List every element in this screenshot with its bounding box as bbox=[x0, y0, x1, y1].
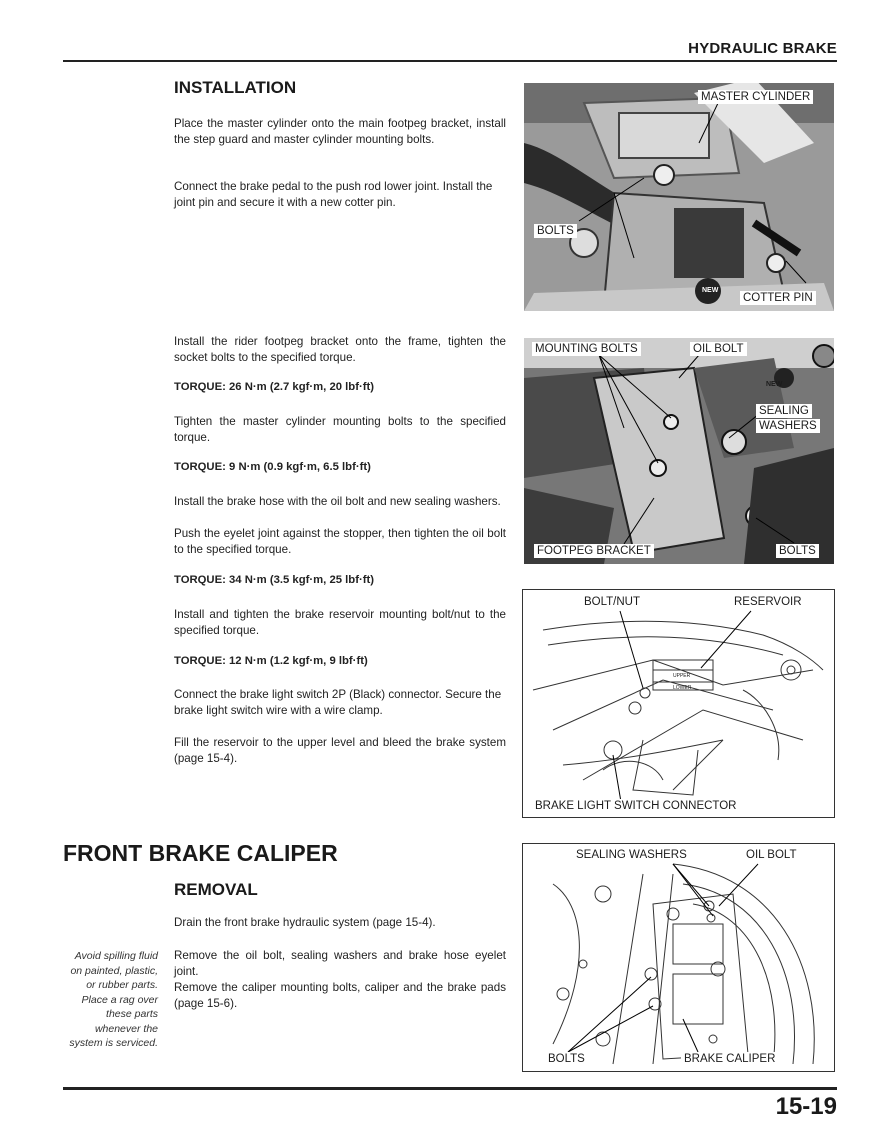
figure-master-cylinder bbox=[524, 83, 834, 311]
torque-master-cylinder: TORQUE: 9 N·m (0.9 kgf·m, 6.5 lbf·ft) bbox=[174, 461, 371, 473]
label-washers: WASHERS bbox=[756, 419, 820, 433]
label-bolts: BOLTS bbox=[534, 224, 577, 238]
installation-p8: Connect the brake light switch 2P (Black) connector. Secure the brake light switch wire with a wire clamp. bbox=[174, 688, 502, 717]
label-brake-caliper: BRAKE CALIPER bbox=[681, 1052, 778, 1066]
caution-side-note: Avoid spilling fluid on painted, plastic, or rubber parts. Place a rag over these parts whenever the system is serviced. bbox=[69, 950, 158, 1049]
header-rule bbox=[63, 60, 837, 62]
removal-r3: Remove the caliper mounting bolts, caliper and the brake pads (page 15-6). bbox=[174, 981, 506, 1010]
installation-p2: Connect the brake pedal to the push rod lower joint. Install the joint pin and secure it with a new cotter pin. bbox=[174, 180, 493, 209]
label-bolts-3: BOLTS bbox=[545, 1052, 588, 1066]
installation-heading: INSTALLATION bbox=[174, 78, 297, 97]
label-switch-connector: BRAKE LIGHT SWITCH CONNECTOR bbox=[532, 799, 740, 813]
label-bolt-nut: BOLT/NUT bbox=[581, 595, 643, 609]
removal-r1: Drain the front brake hydraulic system (page 15-4). bbox=[174, 916, 436, 929]
installation-p4: Tighten the master cylinder mounting bolts to the specified torque. bbox=[174, 415, 506, 444]
new-badge-2: NEW bbox=[766, 381, 783, 388]
page-number: 15-19 bbox=[775, 1093, 837, 1120]
new-badge: NEW bbox=[702, 287, 719, 294]
figure-caliper-art bbox=[523, 844, 834, 1071]
installation-p7: Install and tighten the brake reservoir mounting bolt/nut to the specified torque. bbox=[174, 608, 506, 637]
label-upper: UPPER bbox=[673, 673, 691, 679]
label-bolts-2: BOLTS bbox=[776, 544, 819, 558]
label-master-cylinder: MASTER CYLINDER bbox=[698, 90, 813, 104]
figure-footpeg-bracket-art bbox=[524, 338, 834, 564]
label-cotter-pin: COTTER PIN bbox=[740, 291, 816, 305]
footer-rule bbox=[63, 1087, 837, 1090]
figure-reservoir bbox=[522, 589, 835, 818]
installation-p3: Install the rider footpeg bracket onto the frame, tighten the socket bolts to the specified torque. bbox=[174, 335, 506, 364]
figure-master-cylinder-art bbox=[524, 83, 834, 311]
section-title: HYDRAULIC BRAKE bbox=[688, 40, 837, 57]
label-oil-bolt: OIL BOLT bbox=[690, 342, 747, 356]
torque-footpeg: TORQUE: 26 N·m (2.7 kgf·m, 20 lbf·ft) bbox=[174, 381, 375, 393]
front-caliper-title: FRONT BRAKE CALIPER bbox=[63, 840, 338, 866]
figure-footpeg-bracket bbox=[524, 338, 834, 564]
installation-p6: Push the eyelet joint against the stopper, then tighten the oil bolt to the specified torque. bbox=[174, 527, 506, 556]
figure-reservoir-art bbox=[523, 590, 834, 817]
torque-reservoir: TORQUE: 12 N·m (1.2 kgf·m, 9 lbf·ft) bbox=[174, 655, 368, 667]
label-mounting-bolts: MOUNTING BOLTS bbox=[532, 342, 641, 356]
removal-r2: Remove the oil bolt, sealing washers and brake hose eyelet joint. bbox=[174, 949, 506, 978]
label-oil-bolt-2: OIL BOLT bbox=[743, 848, 800, 862]
installation-p9: Fill the reservoir to the upper level and bleed the brake system (page 15-4). bbox=[174, 736, 506, 765]
installation-p5: Install the brake hose with the oil bolt and new sealing washers. bbox=[174, 495, 501, 508]
label-sealing: SEALING bbox=[756, 404, 812, 418]
label-reservoir: RESERVOIR bbox=[731, 595, 805, 609]
figure-caliper bbox=[522, 843, 835, 1072]
label-footpeg-bracket: FOOTPEG BRACKET bbox=[534, 544, 654, 558]
label-sealing-washers: SEALING WASHERS bbox=[573, 848, 690, 862]
label-lower: LOWER bbox=[673, 685, 692, 691]
removal-heading: REMOVAL bbox=[174, 880, 258, 899]
installation-p1: Place the master cylinder onto the main footpeg bracket, install the step guard and master cylinder mounting bolts. bbox=[174, 117, 506, 146]
torque-oil-bolt: TORQUE: 34 N·m (3.5 kgf·m, 25 lbf·ft) bbox=[174, 574, 375, 586]
